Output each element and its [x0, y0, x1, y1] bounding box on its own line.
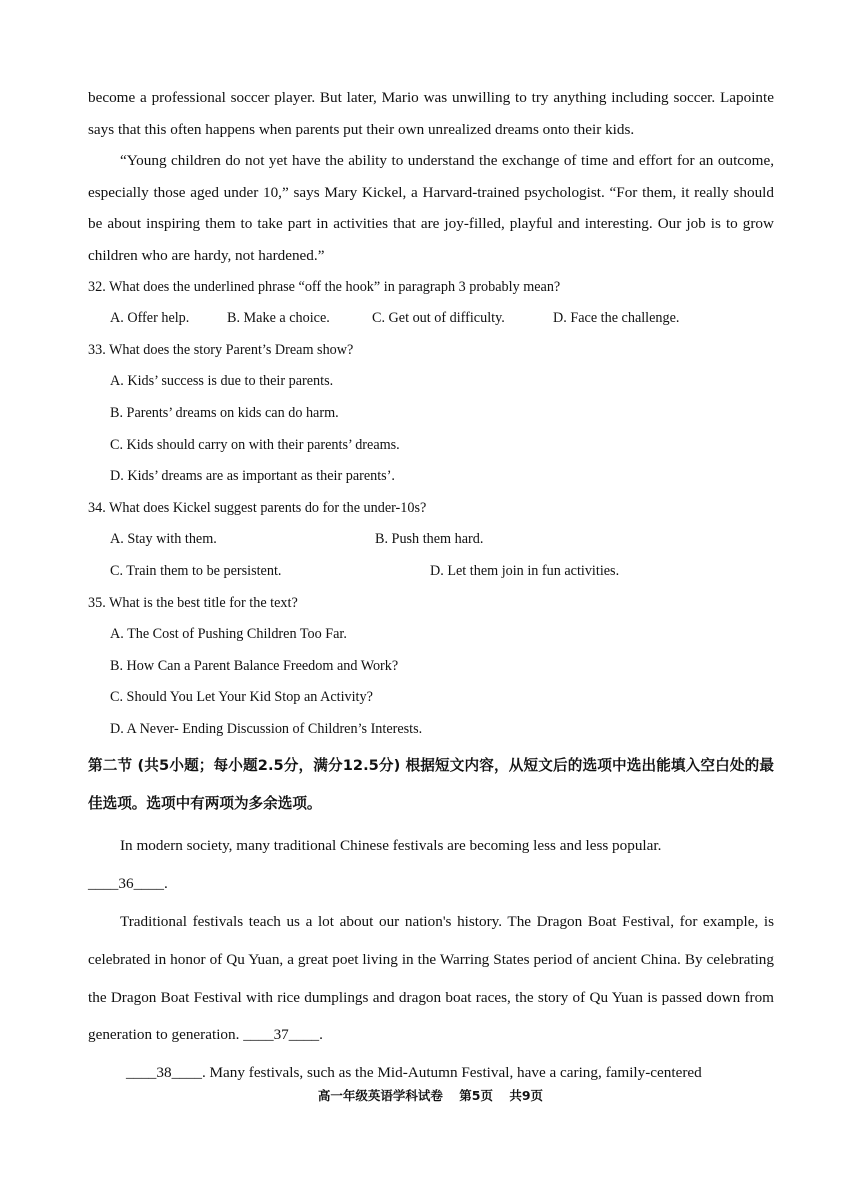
page-total: 共9页 — [509, 1088, 544, 1103]
question-stem: 32. What does the underlined phrase “off the hook” in paragraph 3 probably mean? — [88, 278, 561, 295]
question-33 — [88, 335, 774, 493]
option-a: A. Kids’ success is due to their parents. — [110, 373, 334, 390]
option-c: C. Train them to be persistent. — [110, 562, 282, 579]
option-c: C. Get out of difficulty. — [372, 310, 505, 327]
option-a: A. Offer help. — [110, 310, 190, 327]
question-32 — [88, 272, 774, 335]
option-a: A. Stay with them. — [110, 531, 217, 548]
question-34 — [88, 493, 774, 588]
option-row — [88, 556, 774, 588]
option-b: B. Make a choice. — [227, 310, 330, 327]
blank-36: ____36____. — [88, 875, 168, 893]
option-d: D. A Never- Ending Discussion of Children’s Interests. — [110, 720, 423, 737]
page-footer — [0, 1086, 861, 1104]
cloze-passage — [88, 827, 774, 1092]
passage-paragraph: become a professional soccer player. But later, Mario was unwilling to try anything including soccer. Lapointe says that this often happens when parents put their own unrealized dreams onto their kids. — [88, 89, 774, 138]
passage-paragraph: Traditional festivals teach us a lot about our nation's history. The Dragon Boat Festival, for example, is celebrated in honor of Qu Yuan, a great poet living in the Warring States period of ancient China. By celebrating the Dragon Boat Festival with rice dumplings and dragon boat races, the story of Qu Yuan is passed down from generation to generation. ____37____. — [88, 913, 774, 1044]
question-stem: 34. What does Kickel suggest parents do for the under-10s? — [88, 499, 427, 516]
option-row — [88, 524, 774, 556]
passage-paragraph: In modern society, many traditional Chinese festivals are becoming less and less popular. — [120, 837, 662, 855]
option-b: B. Push them hard. — [375, 531, 484, 548]
exam-title: 高一年级英语学科试卷 — [317, 1088, 443, 1103]
question-stem: 33. What does the story Parent’s Dream show? — [88, 341, 354, 358]
passage-paragraph: ____38____. Many festivals, such as the Mid-Autumn Festival, have a caring, family-centered — [126, 1064, 702, 1082]
section-heading: 第二节 (共5小题；每小题2.5分，满分12.5分) 根据短文内容，从短文后的选项中选出能填入空白处的最佳选项。选项中有两项为多余选项。 — [88, 757, 774, 813]
option-c: C. Kids should carry on with their parents’ dreams. — [110, 436, 400, 453]
option-d: D. Face the challenge. — [553, 310, 680, 327]
exam-page — [88, 82, 774, 1092]
option-b: B. Parents’ dreams on kids can do harm. — [110, 404, 339, 421]
option-a: A. The Cost of Pushing Children Too Far. — [110, 626, 347, 643]
passage-paragraph: “Young children do not yet have the ability to understand the exchange of time and effort for an outcome, especially those aged under 10,” says Mary Kickel, a Harvard-trained psychologist. “For them, it really should be about inspiring them to take part in activities that are joy-filled, playful and interesting. Our job is to grow children who are hardy, not hardened.” — [88, 152, 774, 264]
question-35 — [88, 588, 774, 746]
page-number: 第5页 — [459, 1088, 493, 1103]
option-d: D. Kids’ dreams are as important as their parents’. — [110, 468, 395, 485]
option-c: C. Should You Let Your Kid Stop an Activity? — [110, 689, 373, 706]
option-row — [88, 303, 774, 335]
option-d: D. Let them join in fun activities. — [430, 562, 620, 579]
question-stem: 35. What is the best title for the text? — [88, 594, 298, 611]
option-b: B. How Can a Parent Balance Freedom and Work? — [110, 657, 399, 674]
